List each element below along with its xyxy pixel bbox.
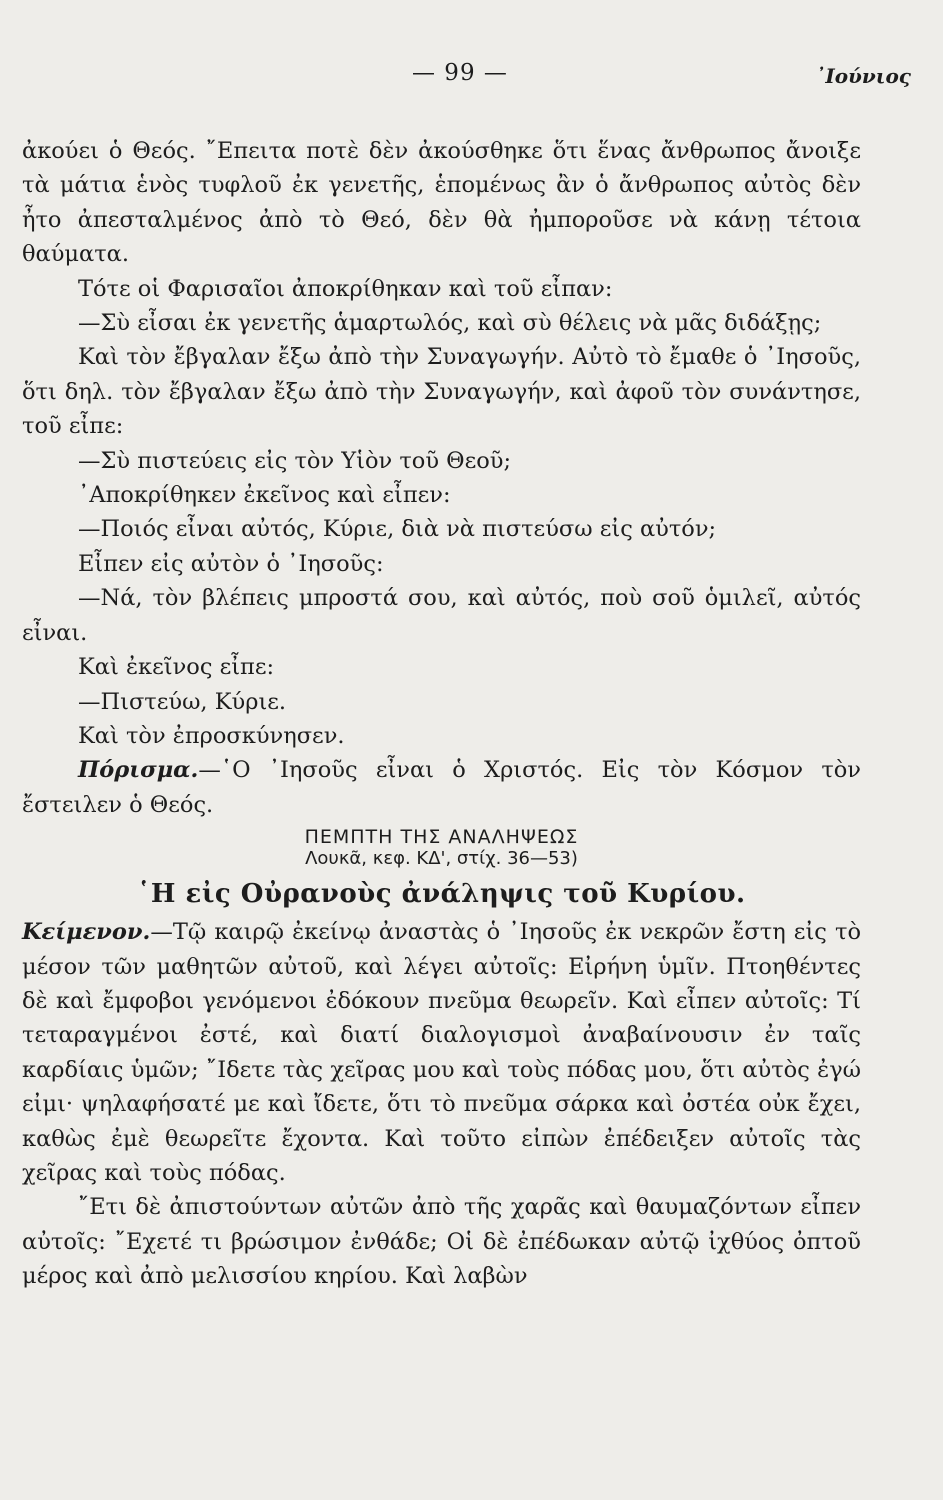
text-paragraph bbox=[22, 915, 861, 1190]
paragraph: —Νά, τὸν βλέπεις μπροστά σου, καὶ αὐτός, ποὺ σοῦ ὁμιλεῖ, αὐτός εἶναι. bbox=[22, 585, 861, 646]
section-heading: ῾Η εἰς Οὐρανοὺς ἀνάληψις τοῦ Κυρίου. bbox=[137, 879, 746, 910]
paragraph: ἀκούει ὁ Θεός. ῎Επειτα ποτὲ δὲν ἀκούσθηκε ὅτι ἕνας ἄνθρωπος ἄνοιξε τὰ μάτια ἑνὸς τυφλοῦ ἐκ γενετῆς, ἑπομένως ἂν ὁ ἄνθρωπος αὐτὸς δὲν ἦτο ἀπεσταλμένος ἀπὸ τὸ Θεό, δὲν θὰ ἠμποροῦσε νὰ κάνῃ τέτοια θαύματα. bbox=[22, 138, 861, 268]
page-number: — 99 — bbox=[412, 60, 508, 86]
running-head: ᾿Ιούνιος bbox=[815, 64, 911, 88]
paragraph: Εἶπεν εἰς αὐτὸν ὁ ᾿Ιησοῦς: bbox=[78, 550, 384, 577]
paragraph: Καὶ τὸν ἔβγαλαν ἔξω ἀπὸ τὴν Συναγωγήν. Αὐτὸ τὸ ἔμαθε ὁ ᾿Ιησοῦς, ὅτι δηλ. τὸν ἔβγαλαν ἔξω ἀπὸ τὴν Συναγωγήν, καὶ ἀφοῦ τὸν συνάντησε, τοῦ εἶπε: bbox=[22, 344, 861, 440]
conclusion-label: Πόρισμα. bbox=[78, 757, 199, 784]
conclusion-text: —῾Ο ᾿Ιησοῦς εἶναι ὁ Χριστός. Εἰς τὸν Κόσμον τὸν ἔστειλεν ὁ Θεός. bbox=[22, 757, 861, 818]
text-label: Κείμενον. bbox=[22, 919, 151, 946]
section-title: ΠΕΜΠΤΗ ΤΗΣ ΑΝΑΛΗΨΕΩΣ bbox=[304, 826, 579, 849]
paragraph: Καὶ τὸν ἐπροσκύνησεν. bbox=[78, 722, 345, 749]
paragraph: Καὶ ἐκεῖνος εἶπε: bbox=[78, 654, 275, 681]
paragraph: ᾿Αποκρίθηκεν ἐκεῖνος καὶ εἶπεν: bbox=[78, 482, 451, 509]
paragraph: —Σὺ πιστεύεις εἰς τὸν Υἱὸν τοῦ Θεοῦ; bbox=[78, 447, 512, 474]
scripture-citation: Λουκᾶ, κεφ. ΚΔ', στίχ. 36—53) bbox=[305, 848, 578, 870]
page-header bbox=[22, 56, 911, 96]
paragraph: —Πιστεύω, Κύριε. bbox=[78, 688, 287, 715]
section-two-body bbox=[22, 915, 861, 1293]
paragraph: —Σὺ εἶσαι ἐκ γενετῆς ἁμαρτωλός, καὶ σὺ θέλεις νὰ μᾶς διδάξῃς; bbox=[78, 310, 822, 337]
paragraph: —Ποιός εἶναι αὐτός, Κύριε, διὰ νὰ πιστεύσω εἰς αὐτόν; bbox=[78, 516, 717, 543]
section-one-body bbox=[22, 134, 861, 822]
paragraph: Τότε οἱ Φαρισαῖοι ἀποκρίθηκαν καὶ τοῦ εἶπαν: bbox=[78, 275, 613, 302]
text-content: —Τῷ καιρῷ ἐκείνῳ ἀναστὰς ὁ ᾿Ιησοῦς ἐκ νεκρῶν ἔστη εἰς τὸ μέσον τῶν μαθητῶν αὐτοῦ, καὶ λέγει αὐτοῖς: Εἰρήνη ὑμῖν. Πτοηθέντες δὲ καὶ ἔμφοβοι γενόμενοι ἐδόκουν πνεῦμα θεωρεῖν. Καὶ εἶπεν αὐτοῖς: Τί τεταραγμένοι ἐστέ, καὶ διατί διαλογισμοὶ ἀναβαίνουσιν ἐν ταῖς καρδίαις ὑμῶν; ῎Ιδετε τὰς χεῖρας μου καὶ τοὺς πόδας μου, ὅτι αὐτὸς ἐγώ εἰμι· ψηλαφήσατέ με καὶ ἴδετε, ὅτι τὸ πνεῦμα σάρκα καὶ ὀστέα οὐκ ἔχει, καθὼς ἐμὲ θεωρεῖτε ἔχοντα. Καὶ τοῦτο εἰπὼν ἐπέδειξεν αὐτοῖς τὰς χεῖρας καὶ τοὺς πόδας. bbox=[22, 919, 861, 1186]
paragraph: ῎Ετι δὲ ἀπιστούντων αὐτῶν ἀπὸ τῆς χαρᾶς καὶ θαυμαζόντων εἶπεν αὐτοῖς: ῎Εχετέ τι βρώσιμον ἐνθάδε; Οἱ δὲ ἐπέδωκαν αὐτῷ ἰχθύος ὀπτοῦ μέρος καὶ ἀπὸ μελισσίου κηρίου. Καὶ λαβὼν bbox=[22, 1194, 861, 1290]
conclusion-paragraph bbox=[22, 753, 861, 822]
